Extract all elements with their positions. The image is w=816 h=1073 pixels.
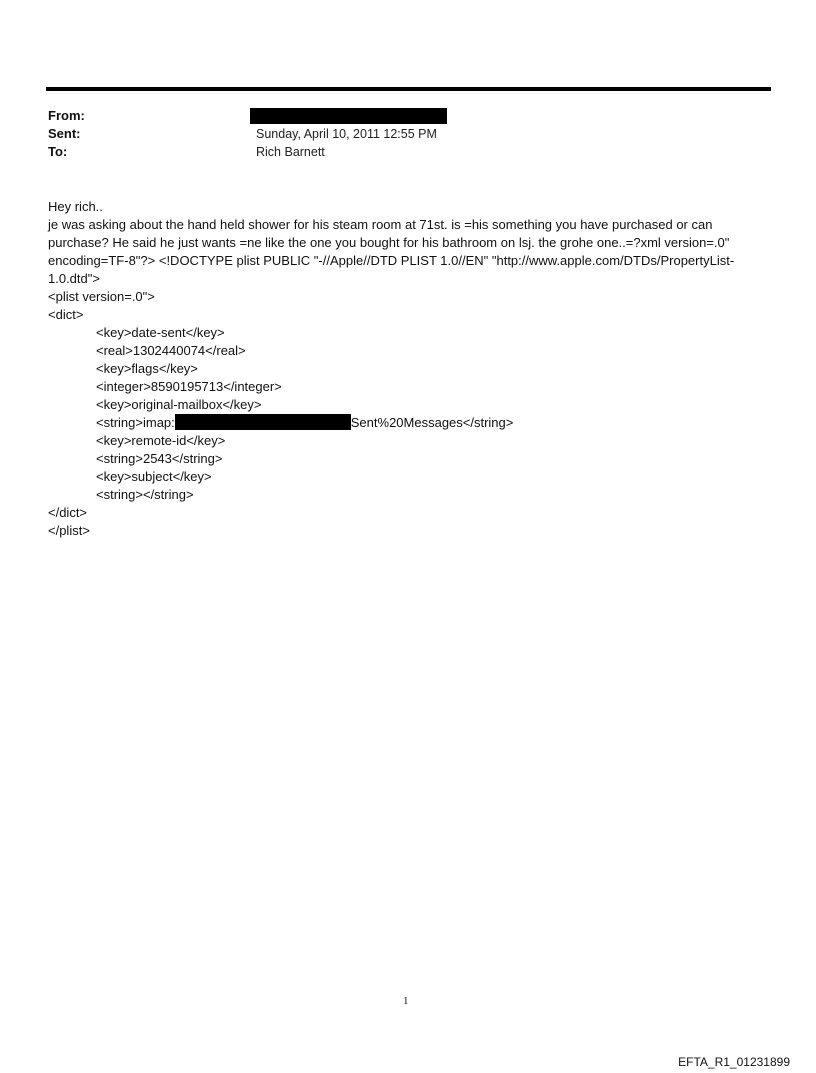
integer-value: <integer>8590195713</integer> (96, 379, 282, 394)
string-imap-line (48, 414, 773, 432)
header-rule (46, 87, 771, 91)
dict-close: </dict> (48, 505, 88, 520)
plist-open: <plist version=.0"> (48, 289, 155, 304)
to-value: Rich Barnett (256, 145, 325, 159)
key-date-sent: <key>date-sent</key> (96, 325, 225, 340)
greeting: Hey rich.. (48, 199, 103, 214)
plist-close: </plist> (48, 523, 90, 538)
string-subject: <string></string> (96, 487, 194, 502)
key-flags: <key>flags</key> (96, 361, 198, 376)
string-imap-prefix: <string>imap: (96, 415, 175, 430)
sent-value: Sunday, April 10, 2011 12:55 PM (256, 127, 437, 141)
bates-number: EFTA_R1_01231899 (678, 1055, 790, 1069)
string-remote-id: <string>2543</string> (96, 451, 223, 466)
key-original-mailbox: <key>original-mailbox</key> (96, 397, 262, 412)
page-number: 1 (403, 995, 409, 1007)
key-remote-id: <key>remote-id</key> (96, 433, 226, 448)
email-body (48, 198, 773, 540)
imap-redaction (175, 414, 351, 430)
dict-open: <dict> (48, 307, 84, 322)
key-subject: <key>subject</key> (96, 469, 212, 484)
real-value: <real>1302440074</real> (96, 343, 246, 358)
sent-label: Sent: (48, 126, 81, 141)
message-paragraph: je was asking about the hand held shower for his steam room at 71st. is =his something you have purchased or can purchase? He said he just wants =ne like the one you bought for his bathroom on lsj. the grohe one..=?xml version=.0" encoding=TF-8"?> <!DOCTYPE plist PUBLIC "-//Apple//DTD PLIST 1.0//EN" "http://www.apple.com/DTDs/PropertyList-1.0.dtd"> (48, 217, 735, 286)
to-label: To: (48, 144, 68, 159)
string-imap-suffix: Sent%20Messages</string> (350, 415, 514, 430)
from-redaction (250, 108, 447, 124)
from-label: From: (48, 108, 85, 123)
